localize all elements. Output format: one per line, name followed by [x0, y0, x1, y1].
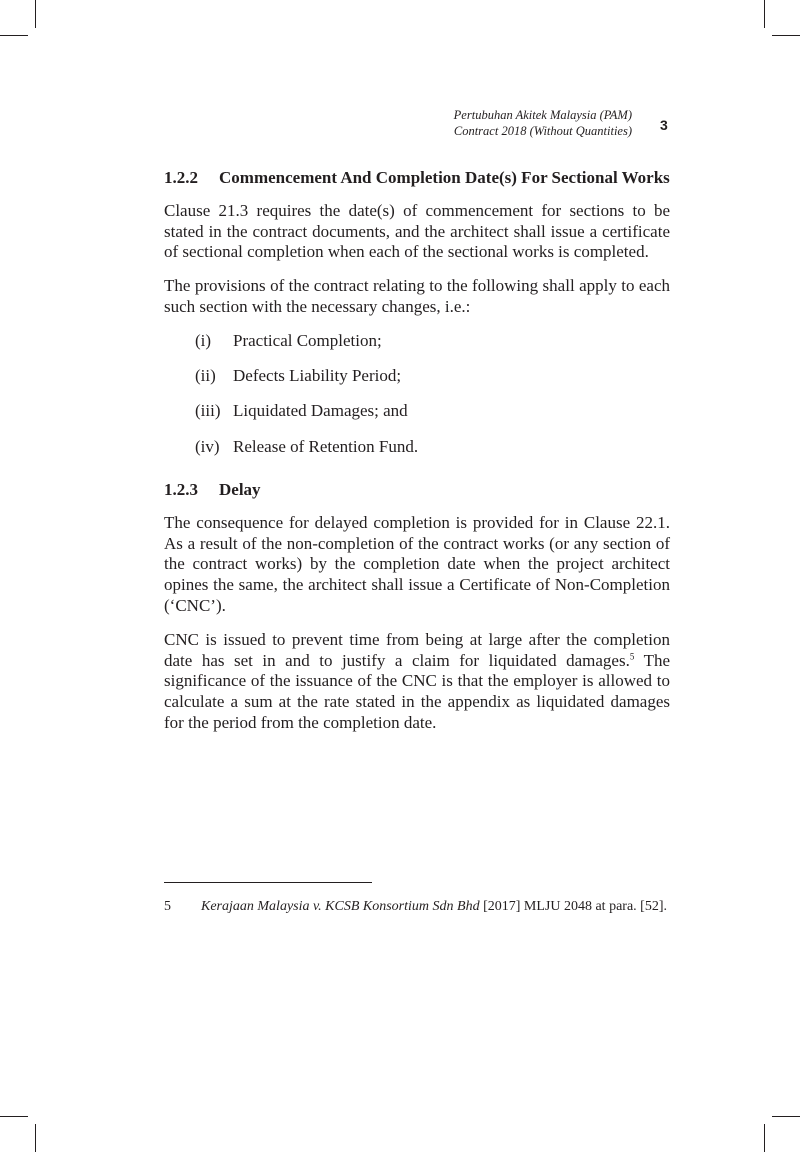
paragraph-text: The significance of the issuance of the CNC is that the employer is allowed to calculate a sum at the rate stated in the appendix as liquidated damages for the period from the completion date.	[164, 650, 670, 732]
list-marker: (ii)	[195, 366, 216, 386]
crop-mark	[772, 1116, 800, 1117]
section-heading	[164, 168, 670, 189]
section-title: Commencement And Completion Date(s) For Sectional Works	[219, 168, 670, 187]
header-subtitle: Contract 2018 (Without Quantities)	[453, 124, 632, 138]
footnote	[164, 897, 670, 916]
list-item	[195, 366, 670, 387]
crop-mark	[764, 1124, 765, 1152]
section-number: 1.2.3	[164, 479, 198, 499]
list-item	[195, 437, 670, 458]
list-item-text: Liquidated Damages; and	[233, 401, 408, 421]
footnote-number: 5	[164, 899, 171, 914]
list-item	[195, 331, 670, 352]
running-header	[454, 107, 632, 139]
section-number: 1.2.2	[164, 168, 198, 187]
crop-mark	[35, 1124, 36, 1152]
list-marker: (i)	[195, 330, 212, 350]
crop-mark	[35, 0, 36, 28]
header-title: Pertubuhan Akitek Malaysia (PAM)	[453, 108, 632, 122]
crop-mark	[0, 35, 28, 36]
footnote-text	[201, 897, 670, 916]
footnote-reference[interactable]: 5	[629, 650, 635, 661]
list-item-text: Release of Retention Fund.	[233, 436, 419, 456]
paragraph: Clause 21.3 requires the date(s) of commencement for sections to be stated in the contract documents, and the architect shall issue a certificate of sectional completion when each of the sectional works is completed.	[164, 200, 670, 262]
page-number: 3	[660, 117, 668, 133]
paragraph	[164, 630, 670, 734]
section-title: Delay	[219, 479, 261, 499]
crop-mark	[772, 35, 800, 36]
crop-mark	[764, 0, 765, 28]
footnote-case-name: Kerajaan Malaysia v. KCSB Konsortium Sdn Bhd	[201, 899, 480, 914]
footnote-rule	[164, 882, 372, 883]
crop-mark	[0, 1116, 28, 1117]
list-marker: (iv)	[195, 436, 220, 456]
section-heading	[164, 480, 670, 501]
paragraph-text: CNC is issued to prevent time from being at large after the completion date has set in and to justify a claim for liquidated damages.	[164, 629, 670, 670]
list-item	[195, 401, 670, 422]
footnote-citation: [2017] MLJU 2048 at para. [52].	[483, 899, 667, 914]
paragraph: The consequence for delayed completion is provided for in Clause 22.1. As a result of the non-completion of the contract works (or any section of the contract works) by the completion date when the project architect opines the same, the architect shall issue a Certificate of Non-Completion (‘CNC’).	[164, 512, 670, 615]
provisions-list	[164, 331, 670, 458]
main-content	[164, 168, 670, 747]
list-item-text: Practical Completion;	[233, 330, 382, 350]
paragraph: The provisions of the contract relating to the following shall apply to each such section with the necessary changes, i.e.:	[164, 276, 670, 316]
list-marker: (iii)	[195, 401, 221, 421]
list-item-text: Defects Liability Period;	[233, 366, 402, 386]
